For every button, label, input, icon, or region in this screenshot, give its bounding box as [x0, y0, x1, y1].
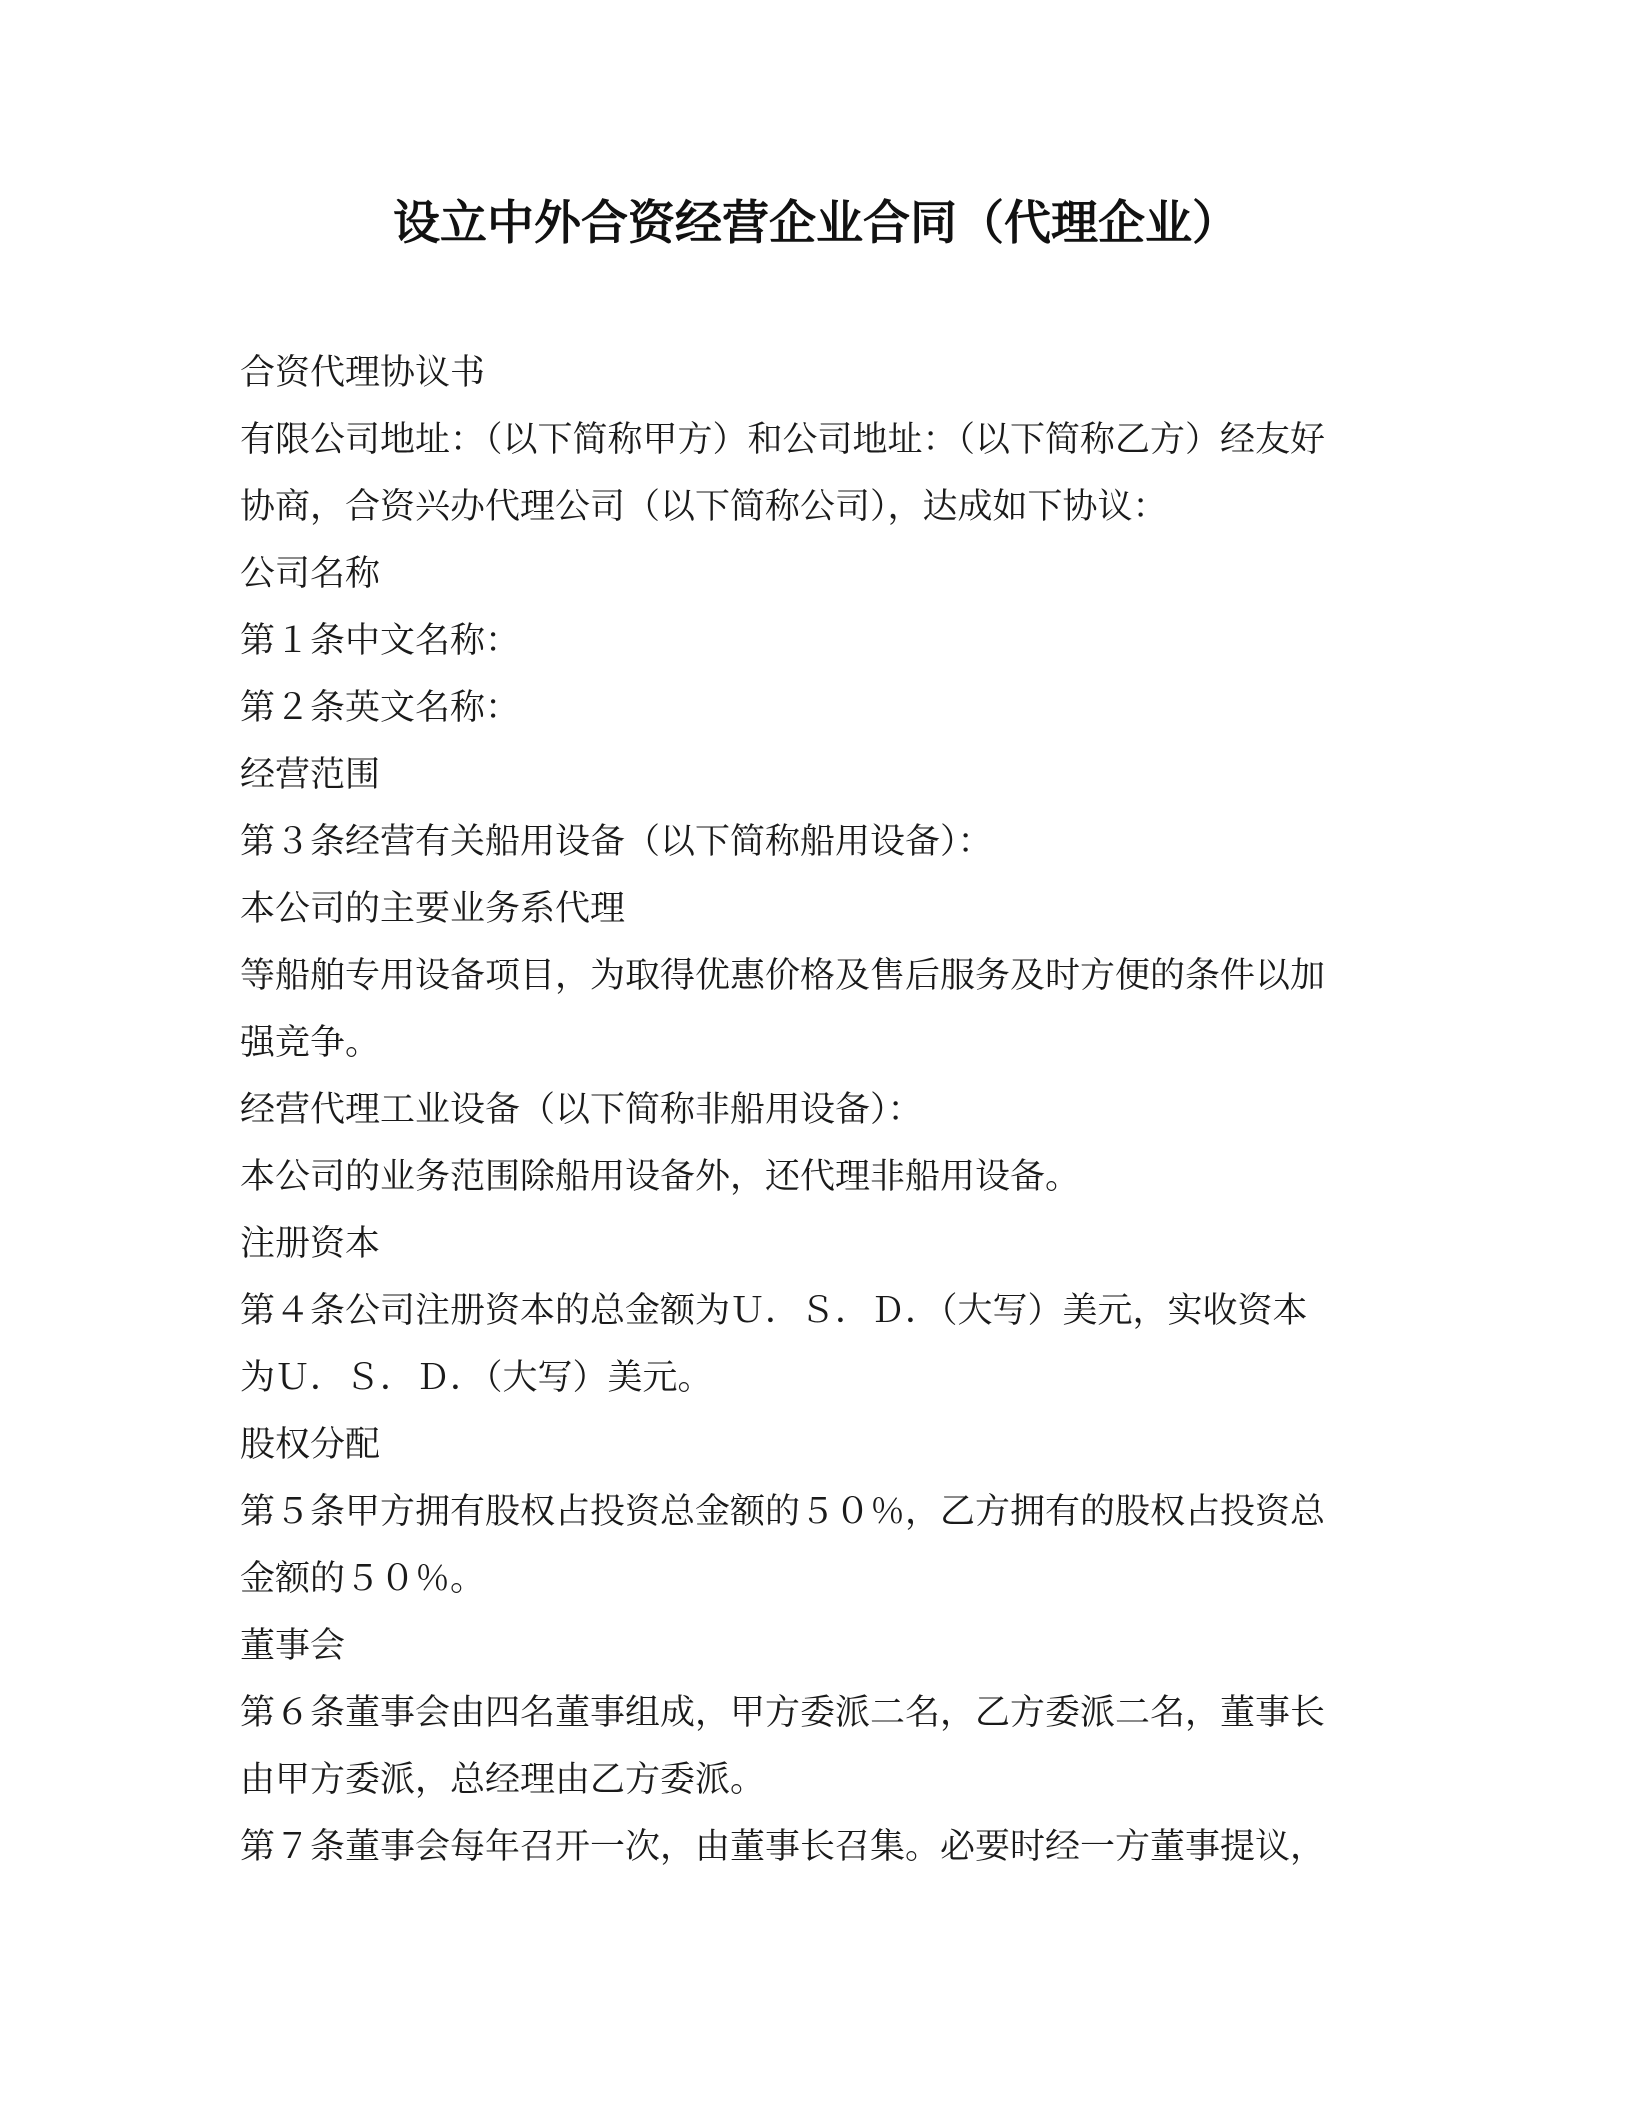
document-line: 第４条公司注册资本的总金额为Ｕ．Ｓ．Ｄ．（大写）美元，实收资本 [240, 1291, 1308, 1331]
document-line: 第７条董事会每年召开一次，由董事长召集。必要时经一方董事提议， [240, 1827, 1326, 1867]
document-title: 设立中外合资经营企业合同（代理企业） [393, 196, 1239, 251]
document-line: 公司名称 [240, 554, 381, 594]
document-line: 强竞争。 [240, 1023, 381, 1063]
document-line: 本公司的业务范围除船用设备外，还代理非船用设备。 [240, 1157, 1081, 1197]
document-line: 注册资本 [240, 1224, 381, 1264]
document-line: 合资代理协议书 [240, 353, 486, 393]
document-body [240, 340, 1400, 1881]
document-line: 第６条董事会由四名董事组成，甲方委派二名，乙方委派二名，董事长 [240, 1693, 1326, 1733]
document-line: 为Ｕ．Ｓ．Ｄ．（大写）美元。 [240, 1358, 713, 1398]
document-line: 第５条甲方拥有股权占投资总金额的５０％，乙方拥有的股权占投资总 [240, 1492, 1326, 1532]
document-line: 第２条英文名称： [240, 688, 521, 728]
document-line: 由甲方委派，总经理由乙方委派。 [240, 1760, 766, 1800]
document-line: 协商，合资兴办代理公司（以下简称公司），达成如下协议： [240, 487, 1168, 527]
document-line: 经营范围 [240, 755, 381, 795]
document-line: 等船舶专用设备项目，为取得优惠价格及售后服务及时方便的条件以加 [240, 956, 1326, 996]
document-line: 股权分配 [240, 1425, 381, 1465]
document-line: 本公司的主要业务系代理 [240, 889, 626, 929]
document-line: 董事会 [240, 1626, 346, 1666]
document-line: 经营代理工业设备（以下简称非船用设备）： [240, 1090, 923, 1130]
document-line: 第３条经营有关船用设备（以下简称船用设备）： [240, 822, 993, 862]
document-line: 有限公司地址：（以下简称甲方）和公司地址：（以下简称乙方）经友好 [240, 420, 1326, 460]
document-line: 第１条中文名称： [240, 621, 521, 661]
document-line: 金额的５０％。 [240, 1559, 486, 1599]
